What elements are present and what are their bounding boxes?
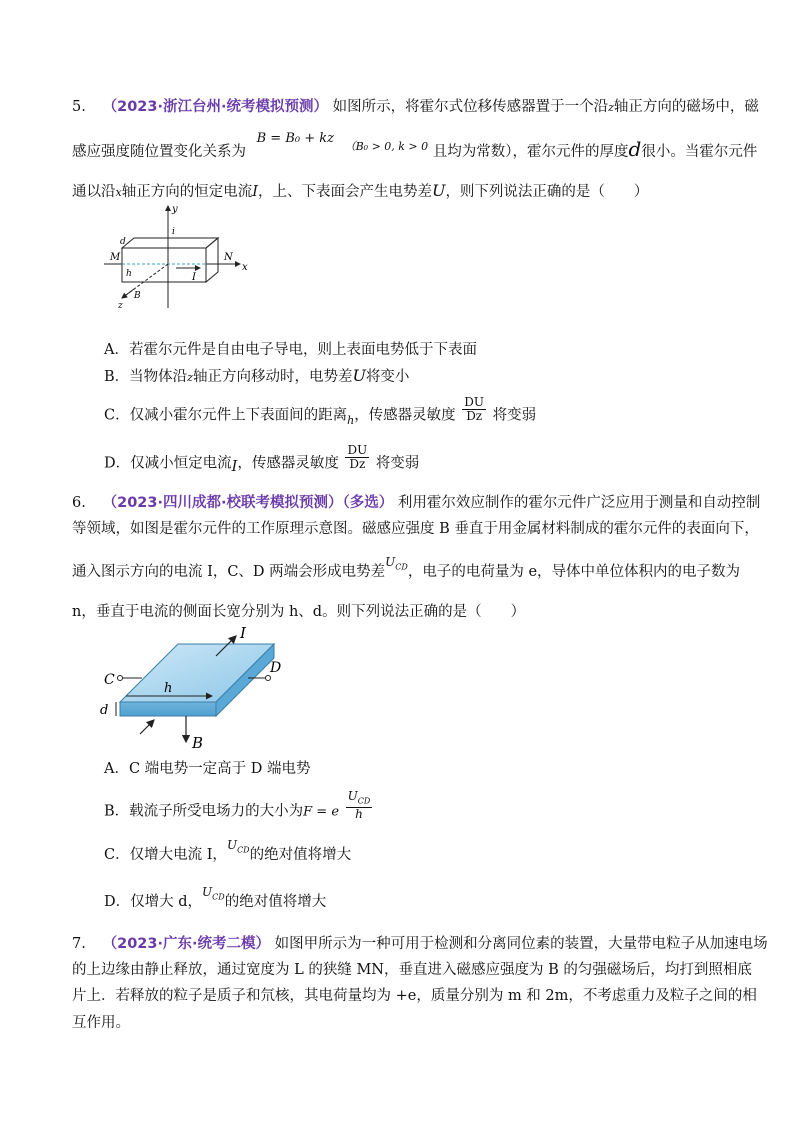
- q5-var-d: d: [628, 137, 642, 161]
- q5-option-c-text-c: 将变弱: [492, 407, 537, 424]
- q5-text-3a: 通以沿: [72, 184, 116, 200]
- q6-ucd: [385, 555, 408, 572]
- q5-option-c-fraction: [462, 396, 486, 423]
- q5-label-M: M: [110, 252, 121, 263]
- q6-option-c-ucd: [226, 838, 250, 855]
- q5-option-a[interactable]: [104, 339, 477, 361]
- q6-option-d-text-a: D．仅增大 d，: [104, 894, 203, 910]
- q6-label-d: d: [100, 703, 109, 718]
- q6-line-3: [72, 555, 741, 588]
- q6-option-c-ucd-u: U: [226, 838, 238, 852]
- q5-label-d: d: [120, 237, 126, 247]
- q5-option-b-text-c: 将变小: [365, 369, 410, 385]
- q5-option-c[interactable]: [104, 395, 537, 429]
- q7-text-1: 如图甲所示为一种可用于检测和分离同位素的装置，大量带电粒子从加速电场: [274, 936, 768, 952]
- q5-option-c-var-h: h: [347, 413, 355, 427]
- q5-text-2b: 且均为常数），霍尔元件的厚度: [432, 144, 629, 160]
- q7-text-4: 互作用。: [72, 1015, 130, 1031]
- q6-option-c-ucd-sub: CD: [237, 845, 250, 855]
- q6-option-d-ucd-u: U: [202, 885, 213, 899]
- q6-incoming-arrow: [140, 720, 154, 734]
- q5-text-2a: 感应强度随位置变化关系为: [72, 144, 246, 160]
- q5-formula: B = B₀ + kz: [256, 131, 334, 146]
- q5-var-I: I: [252, 184, 258, 200]
- q5-var-U: U: [431, 181, 446, 200]
- q6-option-d-ucd-sub: CD: [212, 892, 225, 902]
- q6-option-a[interactable]: [104, 758, 311, 780]
- q7-line-1: [72, 933, 768, 955]
- q7-text-2: 的上边缘由静止释放，通过宽度为 L 的狭缝 MN，垂直进入磁感应强度为 B 的匀强磁场后，均打到照相底: [72, 962, 752, 978]
- q6-line-4: [72, 601, 740, 623]
- q6-text-4: n，垂直于电流的侧面长宽分别为 h、d。则下列说法正确的是（ ）: [72, 604, 526, 620]
- q6-number: 6.: [72, 495, 86, 511]
- q5-option-d-frac-den: Dz: [349, 457, 366, 471]
- q6-label-I: I: [240, 624, 246, 642]
- q6-front-face: [120, 702, 216, 716]
- q6-option-a-text: A．C 端电势一定高于 D 端电势: [104, 761, 311, 777]
- q6-option-b-frac-num: [346, 790, 373, 808]
- q5-line-1: [72, 96, 759, 119]
- q5-number: 5.: [72, 99, 86, 115]
- q5-option-d-frac-num: DU: [347, 443, 368, 457]
- q5-source-tag: （2023·浙江台州·统考模拟预测）: [102, 99, 328, 115]
- q6-option-b-frac-num-u: U: [347, 789, 358, 803]
- q7-line-2: [72, 959, 752, 981]
- q6-option-c-text-a: C．仅增大电流 I，: [104, 847, 227, 863]
- q6-option-b-fraction: [346, 790, 373, 821]
- q7-source-tag: （2023·广东·统考二模）: [102, 936, 270, 952]
- q6-option-b-frac-den: h: [355, 807, 363, 822]
- q5-z-axis: [122, 289, 134, 298]
- q5-option-b-var-U: U: [352, 366, 366, 385]
- q6-label-C: C: [104, 672, 115, 688]
- q5-option-d-text-c: 将变弱: [375, 455, 420, 472]
- q6-option-c-text-b: 的绝对值将增大: [249, 847, 352, 863]
- q5-var-z: z: [608, 101, 614, 114]
- q5-option-c-text-a: C．仅减小霍尔元件上下表面间的距离: [104, 407, 348, 424]
- q6-option-d-ucd: [202, 885, 225, 902]
- q5-label-i: i: [172, 227, 175, 237]
- q5-text-3c: ，上、下表面会产生电势差: [257, 184, 432, 200]
- q5-option-d-text-b: ，传感器灵敏度: [237, 455, 339, 472]
- q5-option-d[interactable]: [104, 443, 420, 477]
- q6-option-c[interactable]: [104, 838, 352, 871]
- q6-option-b[interactable]: [104, 789, 374, 827]
- q5-option-c-text-b: ，传感器灵敏度: [354, 407, 456, 424]
- q6-option-b-frac-num-sub: CD: [357, 796, 371, 806]
- q7-text-3: 片上．若释放的粒子是质子和氘核，其电荷量均为 +e，质量分别为 m 和 2m，不考虑重力及粒子之间的相: [72, 988, 757, 1004]
- q5-option-d-var-I: I: [231, 458, 238, 475]
- q6-label-h: h: [164, 681, 173, 696]
- q5-option-b-text-a: B．当物体沿: [104, 369, 188, 385]
- q5-option-b-text-b: 轴正方向移动时，电势差: [192, 369, 353, 385]
- q7-line-4: [72, 1012, 740, 1034]
- q6-label-D: D: [270, 660, 282, 676]
- q5-hall-sensor-figure: [100, 198, 260, 314]
- q6-source-tag: （2023·四川成都·校联考模拟预测）（多选）: [102, 495, 394, 511]
- q7-number: 7.: [72, 936, 86, 952]
- q6-line-2: [72, 518, 759, 540]
- q7-line-3: [72, 985, 757, 1007]
- q5-text-1-end: 轴正方向的磁场中，磁: [613, 99, 759, 115]
- q5-var-x: x: [115, 186, 122, 199]
- q6-line-1: [72, 492, 761, 514]
- q6-ucd-sub: CD: [395, 562, 408, 572]
- q6-terminal-d: [266, 676, 271, 681]
- q5-condition: （B₀ > 0, k > 0: [344, 140, 429, 153]
- q6-terminal-c: [118, 676, 123, 681]
- q6-text-1: 利用霍尔效应制作的霍尔元件广泛应用于测量和自动控制: [397, 495, 761, 511]
- q6-label-B: B: [192, 734, 204, 752]
- q5-option-b[interactable]: [104, 365, 409, 389]
- q5-option-c-frac-den: Dz: [466, 409, 483, 423]
- q5-label-N: N: [224, 252, 233, 263]
- q6-ucd-u: U: [385, 555, 396, 569]
- q5-text-2c: 很小。当霍尔元件: [641, 144, 758, 160]
- q6-option-b-formula: F = e: [303, 804, 340, 820]
- q5-label-y: y: [172, 204, 178, 215]
- q5-option-c-frac-num: DU: [464, 395, 485, 409]
- q5-option-a-text: A．若霍尔元件是自由电子导电，则上表面电势低于下表面: [104, 342, 477, 358]
- q5-label-x: x: [242, 262, 248, 273]
- q5-option-d-text-a: D．仅减小恒定电流: [104, 455, 232, 472]
- q5-label-B: B: [134, 291, 141, 301]
- q5-label-h: h: [126, 269, 132, 279]
- q5-label-z: z: [118, 301, 123, 311]
- q5-label-I: I: [192, 272, 196, 283]
- q6-text-2: 等领域，如图是霍尔元件的工作原理示意图。磁感应强度 B 垂直于用金属材料制成的霍尔元件的表面向下，: [72, 521, 759, 537]
- q6-hall-element-figure: [98, 622, 298, 752]
- q6-option-d[interactable]: [104, 885, 327, 918]
- q6-text-3b: ，电子的电荷量为 e，导体中单位体积内的电子数为: [407, 564, 741, 580]
- q5-text-3d: ，则下列说法正确的是（ ）: [445, 184, 649, 200]
- q6-option-b-text: B．载流子所受电场力的大小为: [104, 803, 304, 820]
- q5-option-b-var-z: z: [187, 371, 193, 384]
- q6-text-3a: 通入图示方向的电流 I，C、D 两端会形成电势差: [72, 564, 386, 580]
- q5-line-2: [72, 131, 758, 164]
- q5-option-d-fraction: [345, 444, 369, 471]
- q6-option-d-text-b: 的绝对值将增大: [224, 894, 327, 910]
- q5-text-3b: 轴正方向的恒定电流: [121, 184, 253, 200]
- q5-text-1: 如图所示，将霍尔式位移传感器置于一个沿: [332, 99, 609, 115]
